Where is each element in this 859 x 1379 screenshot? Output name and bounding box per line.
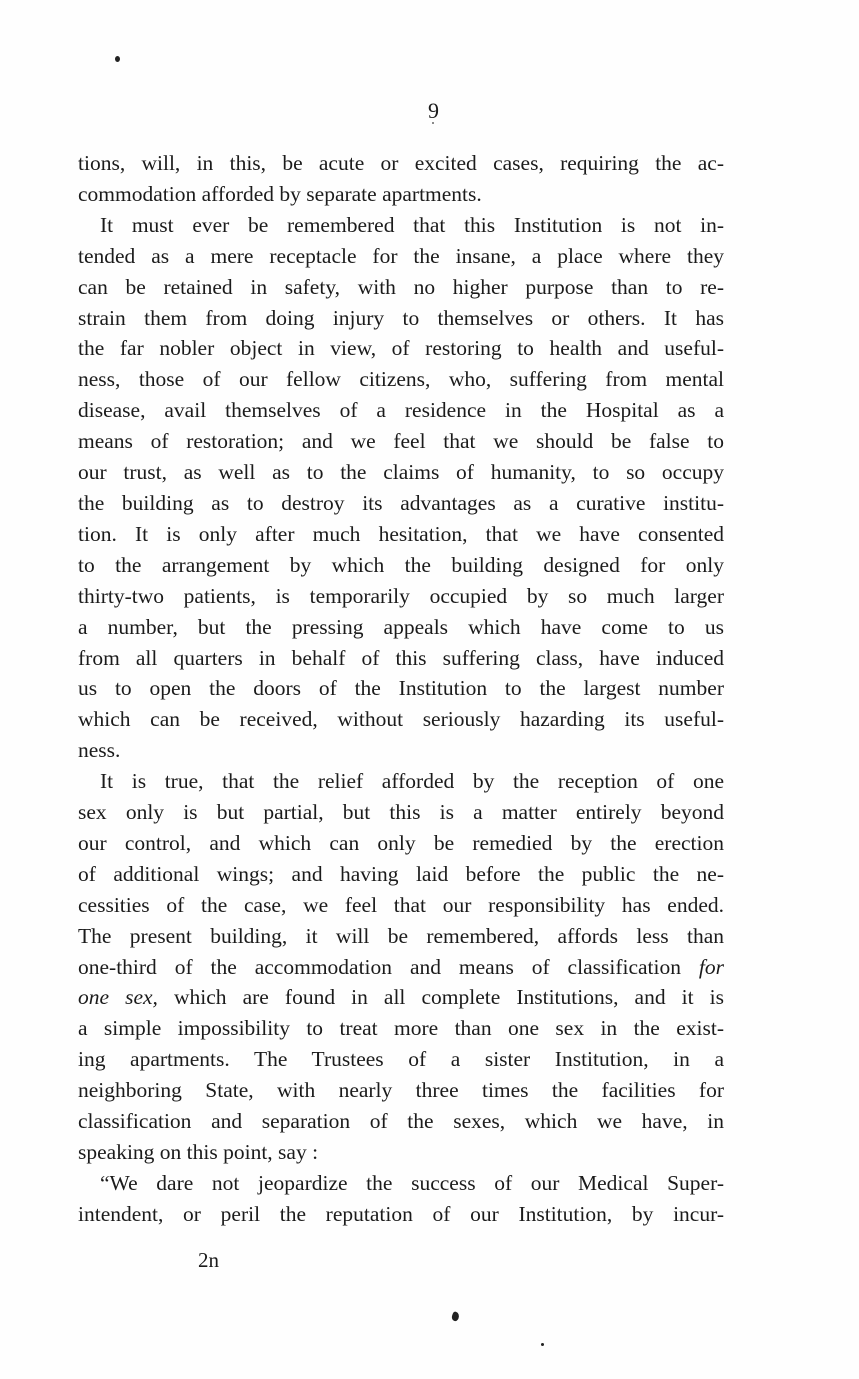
text-line: ness. [78, 738, 121, 763]
text-line: “We dare not jeopardize the success of our Medical Super- [100, 1170, 724, 1195]
text-line: It must ever be remembered that this Institution is not in- [100, 212, 724, 237]
italic-emphasis: one sex, [78, 985, 158, 1010]
italic-emphasis: for [698, 954, 725, 979]
text-line: classification and separation of the sexes, which we have, in [78, 1109, 724, 1134]
text-line: It is true, that the relief afforded by the reception of one [100, 769, 724, 794]
text-line: a simple impossibility to treat more than one sex in the exist- [78, 1016, 724, 1041]
text-line: sex only is but partial, but this is a matter entirely beyond [78, 800, 724, 825]
paragraph [78, 766, 724, 1168]
text-line: of additional wings; and having laid before the public the ne- [78, 861, 724, 886]
text-line: commodation afforded by separate apartments. [78, 181, 482, 206]
text-line: speaking on this point, say : [78, 1140, 319, 1164]
text-line: us to open the doors of the Institution to the largest number [78, 676, 724, 701]
text-line: to the arrangement by which the building designed for only [78, 552, 724, 577]
text-line: the building as to destroy its advantages as a curative institu- [78, 490, 724, 515]
text-line [78, 982, 724, 1013]
text-line: our trust, as well as to the claims of humanity, to so occupy [78, 460, 724, 485]
text-line: cessities of the case, we feel that our responsibility has ended. [78, 892, 724, 917]
text-segment: which are found in all complete Institutions, and it is [174, 985, 724, 1010]
text-line: intendent, or peril the reputation of our Institution, by incur- [78, 1201, 724, 1226]
quotation-paragraph [78, 1168, 724, 1230]
text-line: disease, avail themselves of a residence in the Hospital as a [78, 398, 724, 423]
text-line: tion. It is only after much hesitation, that we have consented [78, 521, 724, 546]
body-text [78, 148, 724, 1230]
text-line: our control, and which can only be remedied by the erection [78, 830, 724, 855]
text-line: means of restoration; and we feel that we should be false to [78, 429, 724, 454]
ink-speck [451, 1311, 461, 1322]
text-line: ness, those of our fellow citizens, who, suffering from mental [78, 367, 724, 392]
text-line: The present building, it will be remembered, affords less than [78, 923, 724, 948]
paragraph [78, 148, 724, 210]
paragraph [78, 210, 724, 766]
text-line: the far nobler object in view, of restoring to health and useful- [78, 336, 724, 361]
printer-signature-mark: 2n [198, 1248, 219, 1272]
text-line: tions, will, in this, be acute or excited cases, requiring the ac- [78, 151, 724, 175]
ink-speck [541, 1343, 544, 1346]
text-line: ing apartments. The Trustees of a sister Institution, in a [78, 1047, 724, 1072]
text-segment: one-third of the accommodation and means of classification [78, 954, 681, 979]
ink-speck [115, 56, 120, 62]
text-line: can be retained in safety, with no higher purpose than to re- [78, 274, 724, 299]
text-line: from all quarters in behalf of this suffering class, have induced [78, 645, 724, 670]
text-line [78, 952, 724, 983]
text-line: which can be received, without seriously hazarding its useful- [78, 707, 724, 732]
text-line: thirty-two patients, is temporarily occupied by so much larger [78, 583, 724, 608]
text-line: tended as a mere receptacle for the insane, a place where they [78, 243, 724, 268]
text-line: strain them from doing injury to themselves or others. It has [78, 305, 724, 330]
page-number: 9 [428, 98, 439, 123]
text-line: neighboring State, with nearly three times the facilities for [78, 1078, 724, 1103]
text-line: a number, but the pressing appeals which have come to us [78, 614, 724, 639]
